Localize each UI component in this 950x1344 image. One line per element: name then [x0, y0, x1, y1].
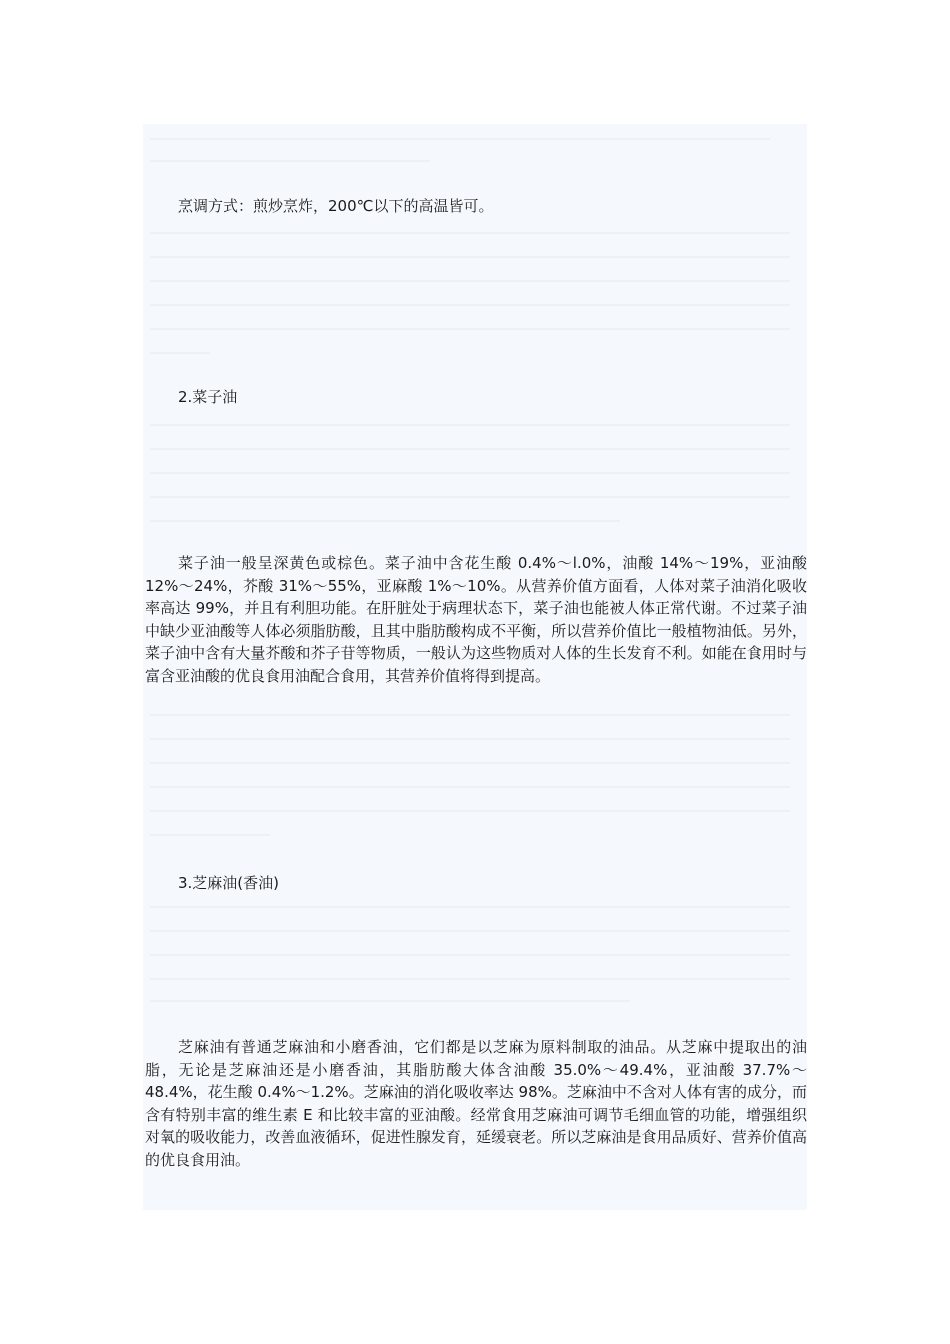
faint-background-line: [150, 786, 790, 788]
faint-background-line: [150, 328, 790, 330]
faint-background-line: [150, 930, 790, 932]
faint-background-line: [150, 232, 790, 234]
faint-background-line: [150, 738, 790, 740]
section-2-paragraph: 菜子油一般呈深黄色或棕色。菜子油中含花生酸 0.4%～l.0%，油酸 14%～19%，亚油酸 12%～24%，芥酸 31%～55%，亚麻酸 1%～10%。从营养价值方面看，人体对菜子油消化吸收率高达 99%，并且有利胆功能。在肝脏处于病理状态下，菜子油也能被人体正常代谢。不过菜子油中缺少亚油酸等人体必须脂肪酸，且其中脂肪酸构成不平衡，所以营养价值比一般植物油低。另外，菜子油中含有大量芥酸和芥子苷等物质，一般认为这些物质对人体的生长发育不利。如能在食用时与富含亚油酸的优良食用油配合食用，其营养价值将得到提高。: [145, 554, 807, 685]
faint-background-line: [150, 280, 790, 282]
cooking-method-line: 烹调方式：煎炒烹炸，200℃以下的高温皆可。: [178, 197, 494, 215]
faint-background-line: [150, 304, 790, 306]
faint-background-line: [150, 714, 790, 716]
faint-background-line: [150, 834, 270, 836]
faint-background-line: [150, 352, 210, 354]
faint-background-line: [150, 448, 790, 450]
faint-background-line: [150, 472, 790, 474]
section-3-paragraph: 芝麻油有普通芝麻油和小磨香油，它们都是以芝麻为原料制取的油品。从芝麻中提取出的油脂，无论是芝麻油还是小磨香油，其脂肪酸大体含油酸 35.0%～49.4%，亚油酸 37.7%～48.4%，花生酸 0.4%～1.2%。芝麻油的消化吸收率达 98%。芝麻油中不含对人体有害的成分，而含有特别丰富的维生素 E 和比较丰富的亚油酸。经常食用芝麻油可调节毛细血管的功能，增强组织对氧的吸收能力，改善血液循环，促进性腺发育，延缓衰老。所以芝麻油是食用品质好、营养价值高的优良食用油。: [145, 1038, 807, 1169]
faint-background-line: [150, 496, 790, 498]
faint-background-line: [150, 954, 790, 956]
faint-background-line: [150, 906, 790, 908]
faint-background-line: [150, 762, 790, 764]
section-3-heading: 3.芝麻油(香油): [178, 874, 280, 892]
faint-background-line: [150, 1000, 630, 1002]
faint-background-line: [150, 138, 770, 140]
faint-background-line: [150, 978, 790, 980]
faint-background-line: [150, 520, 620, 522]
faint-background-line: [150, 256, 790, 258]
faint-background-line: [150, 424, 790, 426]
faint-background-line: [150, 160, 430, 162]
faint-background-line: [150, 810, 790, 812]
section-2-heading: 2.菜子油: [178, 388, 238, 406]
